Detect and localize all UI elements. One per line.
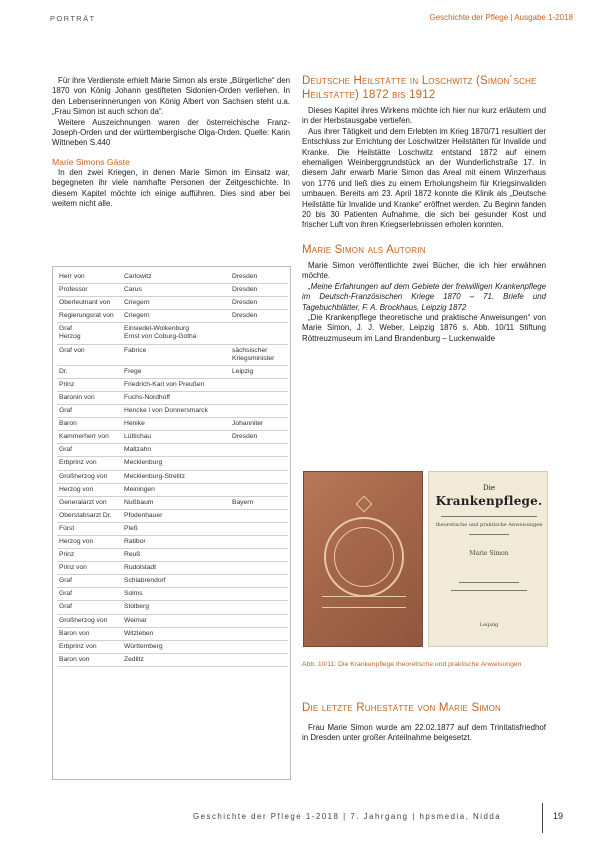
- table-row: [57, 509, 288, 522]
- right-column-bottom: [302, 701, 546, 744]
- guest-name-cell: Henike: [122, 418, 230, 431]
- guest-title-cell: Großherzog von: [57, 470, 122, 483]
- guest-note-cell: [230, 509, 288, 522]
- cover-ornament-icon: [356, 496, 373, 513]
- guest-note-cell: Bayern: [230, 496, 288, 509]
- table-row: [57, 627, 288, 640]
- section-title-autorin: Marie Simon als Autorin: [302, 243, 426, 256]
- table-row: [57, 640, 288, 653]
- guest-table-box: [52, 266, 291, 780]
- guest-title-cell: Graf Herzog: [57, 323, 122, 344]
- right-column: [302, 74, 546, 344]
- title-page-place: Leipzig: [479, 622, 499, 628]
- guest-name-cell: Maltzahn: [122, 444, 230, 457]
- guest-note-cell: Dresden: [230, 310, 288, 323]
- guest-name-cell: Württemberg: [122, 640, 230, 653]
- title-page-subtitle: theoretische und praktische Anweisungen: [435, 522, 543, 528]
- guest-name-cell: Fabrice: [122, 344, 230, 365]
- title-page-author: Marie Simon: [469, 550, 509, 557]
- guest-note-cell: [230, 444, 288, 457]
- book-photos: [301, 466, 549, 656]
- table-row: [57, 405, 288, 418]
- guest-name-cell: Carus: [122, 284, 230, 297]
- guest-title-cell: Graf: [57, 405, 122, 418]
- guest-note-cell: Dresden: [230, 284, 288, 297]
- guest-title-cell: Graf: [57, 444, 122, 457]
- guest-name-cell: Carlowitz: [122, 271, 230, 284]
- table-row: [57, 614, 288, 627]
- guest-note-cell: [230, 549, 288, 562]
- table-row: [57, 418, 288, 431]
- guest-name-cell: Pleß: [122, 522, 230, 535]
- table-row: [57, 391, 288, 404]
- guest-note-cell: [230, 627, 288, 640]
- guest-title-cell: Prinz von: [57, 562, 122, 575]
- guest-name-cell: Lüttichau: [122, 431, 230, 444]
- guest-name-cell: Ratibor: [122, 535, 230, 548]
- intro-paragraph-1: Für ihre Verdienste erhielt Marie Simon als erste „Bürgerliche“ den 1870 von König Johann gestifteten Sidonien-Orden verliehen. In den Lebenserinnerungen von König Albert von Sachsen steht u.a. „Frau Simon ist auch schon da“.: [52, 76, 290, 117]
- guest-note-cell: [230, 562, 288, 575]
- table-row: [57, 344, 288, 365]
- section-title-heilstaette: Deutsche Heilstätte in Loschwitz (Simon´sche Heilstätte) 1872 bis 1912: [302, 75, 537, 101]
- guest-name-cell: Friedrich-Karl von Preußen: [122, 378, 230, 391]
- guest-title-cell: Professor: [57, 284, 122, 297]
- autorin-paragraph-2: „Meine Erfahrungen auf dem Gebiete der freiwilligen Krankenpflege im Deutsch-Französischen Kriege 1870 – 71. Briefe und Tagebuchblätter, F. A. Brockhaus, Leipzig 1872: [302, 281, 546, 312]
- guest-title-cell: Oberstabsarzt Dr.: [57, 509, 122, 522]
- guest-name-cell: Criegern: [122, 310, 230, 323]
- guest-note-cell: sächsischer Kriegsminister: [230, 344, 288, 365]
- guest-note-cell: Dresden: [230, 431, 288, 444]
- table-row: [57, 470, 288, 483]
- guest-note-cell: [230, 457, 288, 470]
- guest-note-cell: [230, 575, 288, 588]
- guest-title-cell: Baron von: [57, 627, 122, 640]
- guest-name-cell: Rudolstadt: [122, 562, 230, 575]
- guest-title-cell: Graf: [57, 588, 122, 601]
- ruhestaette-paragraph: Frau Marie Simon wurde am 22.02.1877 auf dem Trinitatisfriedhof in Dresden unter großer Anteilnahme beigesetzt.: [302, 723, 546, 743]
- guest-name-cell: Mecklenburg: [122, 457, 230, 470]
- title-page-line1: Die: [483, 484, 495, 492]
- table-row: [57, 562, 288, 575]
- guest-title-cell: Baron: [57, 418, 122, 431]
- table-row: [57, 575, 288, 588]
- guest-note-cell: [230, 653, 288, 666]
- guest-note-cell: [230, 483, 288, 496]
- table-row: [57, 378, 288, 391]
- book-title-page-image: [428, 471, 548, 647]
- guest-note-cell: [230, 323, 288, 344]
- intro-paragraph-2: Weitere Auszeichnungen waren der österreichische Franz-Joseph-Orden und der württembergische Olga-Orden. Quelle: Karin Wittneben S.440: [52, 117, 290, 148]
- table-row: [57, 535, 288, 548]
- guest-title-cell: Regierungsrat von: [57, 310, 122, 323]
- footer-divider: [542, 803, 543, 833]
- guest-note-cell: Johanniter: [230, 418, 288, 431]
- guest-name-cell: Weimar: [122, 614, 230, 627]
- guest-name-cell: Solms: [122, 588, 230, 601]
- guest-title-cell: Oberleutnant von: [57, 297, 122, 310]
- guest-name-cell: Mecklenburg-Strelitz: [122, 470, 230, 483]
- table-row: [57, 653, 288, 666]
- left-column: [52, 76, 290, 209]
- autorin-paragraph-1: Marie Simon veröffentlichte zwei Bücher, die ich hier erwähnen möchte.: [302, 260, 546, 281]
- header-journal-label: Geschichte der Pflege | Ausgabe 1-2018: [429, 13, 573, 22]
- table-row: [57, 271, 288, 284]
- guest-name-cell: Frege: [122, 365, 230, 378]
- guest-note-cell: Dresden: [230, 271, 288, 284]
- table-row: [57, 323, 288, 344]
- title-page-title: Krankenpflege.: [435, 494, 543, 508]
- guest-table: [57, 271, 288, 667]
- guest-name-cell: Witzleben: [122, 627, 230, 640]
- guest-title-cell: Fürst: [57, 522, 122, 535]
- guest-name-cell: Meiningen: [122, 483, 230, 496]
- guest-title-cell: Baronin von: [57, 391, 122, 404]
- guest-title-cell: Graf: [57, 601, 122, 614]
- guest-title-cell: Graf: [57, 575, 122, 588]
- guest-note-cell: [230, 391, 288, 404]
- guest-title-cell: Graf von: [57, 344, 122, 365]
- heilstaette-paragraph-1: Dieses Kapitel ihres Wirkens möchte ich hier nur kurz erläutern und in der Herbstausgabe vertiefen.: [302, 106, 546, 126]
- guest-title-cell: Herr von: [57, 271, 122, 284]
- guest-note-cell: [230, 378, 288, 391]
- guest-note-cell: [230, 522, 288, 535]
- guest-title-cell: Prinz: [57, 378, 122, 391]
- guest-note-cell: [230, 588, 288, 601]
- guest-title-cell: Erbprinz von: [57, 640, 122, 653]
- guest-name-cell: Einsiedel-Wolkenburg Ernst von Coburg-Gotha: [122, 323, 230, 344]
- guest-name-cell: Reuß: [122, 549, 230, 562]
- table-row: [57, 601, 288, 614]
- guest-note-cell: [230, 405, 288, 418]
- table-row: [57, 365, 288, 378]
- guest-name-cell: Hencke l von Donnersmarck: [122, 405, 230, 418]
- guests-paragraph: In den zwei Kriegen, in denen Marie Simon im Einsatz war, begegneten ihr viele namhafte Personen der Zeitgeschichte. In diesem Kapitel möchte ich einige aufführen. Dies sind aber bei weitem nicht alle.: [52, 167, 290, 209]
- guest-note-cell: Dresden: [230, 297, 288, 310]
- table-row: [57, 522, 288, 535]
- guest-title-cell: Baron von: [57, 653, 122, 666]
- table-row: [57, 284, 288, 297]
- header-section-label: PORTRÄT: [50, 14, 96, 23]
- table-row: [57, 431, 288, 444]
- guest-note-cell: [230, 614, 288, 627]
- footer-text: Geschichte der Pflege 1-2018 | 7. Jahrgang | hpsmedia, Nidda: [193, 812, 502, 821]
- guest-name-cell: Pfodenhauer: [122, 509, 230, 522]
- guest-title-cell: Großherzog von: [57, 614, 122, 627]
- heilstaette-paragraph-2: Aus ihrer Tätigkeit und dem Erlebten im Krieg 1870/71 resultiert der Entschluss zur Errichtung der Loschwitzer Heilstätten für Invalide und Kranke. Die Heilstätte Loschwitz entstand 1872 auf einem ehemaligen Weinberggrundstück an der Wunderlichstraße 17. In diesem Jahr erwarb Marie Simon das Areal mit einem Winzerhaus von 1776 und ließ dies zu einem Erholungsheim für Kriegsinvaliden umbauen. Bereits am 23. April 1872 konnte die Klinik als „Deutsche Heilstätte für Invalide und Kranke“ eröffnet werden. Zu Beginn fanden 20 bis 30 Patienten Aufnahme, die sich bei gesunder Kost und frischer Luft von ihren Kriegserlebnissen erholen konnten.: [302, 126, 546, 230]
- book-cover-brown-image: [303, 471, 423, 647]
- guest-title-cell: Erbprinz von: [57, 457, 122, 470]
- figure-caption: Abb. 10/11: Die Krankenpflege theoretische und praktische Anweisungen: [302, 661, 522, 668]
- table-row: [57, 444, 288, 457]
- guest-name-cell: Fuchs-Nordhoff: [122, 391, 230, 404]
- autorin-paragraph-3: „Die Krankenpflege theoretische und praktische Anweisungen“ von Marie Simon, J. J. Weber, Leipzig 1876 s. Abb. 10/11 Stiftung Röttreuzmuseum im Land Brandenburg – Luckenwalde: [302, 312, 546, 343]
- guest-title-cell: Dr.: [57, 365, 122, 378]
- guest-note-cell: Leipzig: [230, 365, 288, 378]
- page-number: 19: [553, 811, 564, 821]
- guest-title-cell: Prinz: [57, 549, 122, 562]
- table-row: [57, 310, 288, 323]
- guest-note-cell: [230, 640, 288, 653]
- guest-note-cell: [230, 601, 288, 614]
- guest-title-cell: Herzog von: [57, 535, 122, 548]
- table-row: [57, 483, 288, 496]
- table-row: [57, 496, 288, 509]
- guest-title-cell: Generalarzt von: [57, 496, 122, 509]
- guest-note-cell: [230, 470, 288, 483]
- table-row: [57, 588, 288, 601]
- guest-name-cell: Zedlitz: [122, 653, 230, 666]
- table-row: [57, 549, 288, 562]
- section-title-ruhestaette: Die letzte Ruhestätte von Marie Simon: [302, 702, 502, 714]
- guest-title-cell: Herzog von: [57, 483, 122, 496]
- guest-name-cell: Criegern: [122, 297, 230, 310]
- guest-title-cell: Kammerherr von: [57, 431, 122, 444]
- guest-name-cell: Stolberg: [122, 601, 230, 614]
- guest-name-cell: Schlabrendorf: [122, 575, 230, 588]
- table-row: [57, 457, 288, 470]
- guests-heading: Marie Simons Gäste: [52, 156, 130, 167]
- guest-note-cell: [230, 535, 288, 548]
- table-row: [57, 297, 288, 310]
- guest-name-cell: Nußbaum: [122, 496, 230, 509]
